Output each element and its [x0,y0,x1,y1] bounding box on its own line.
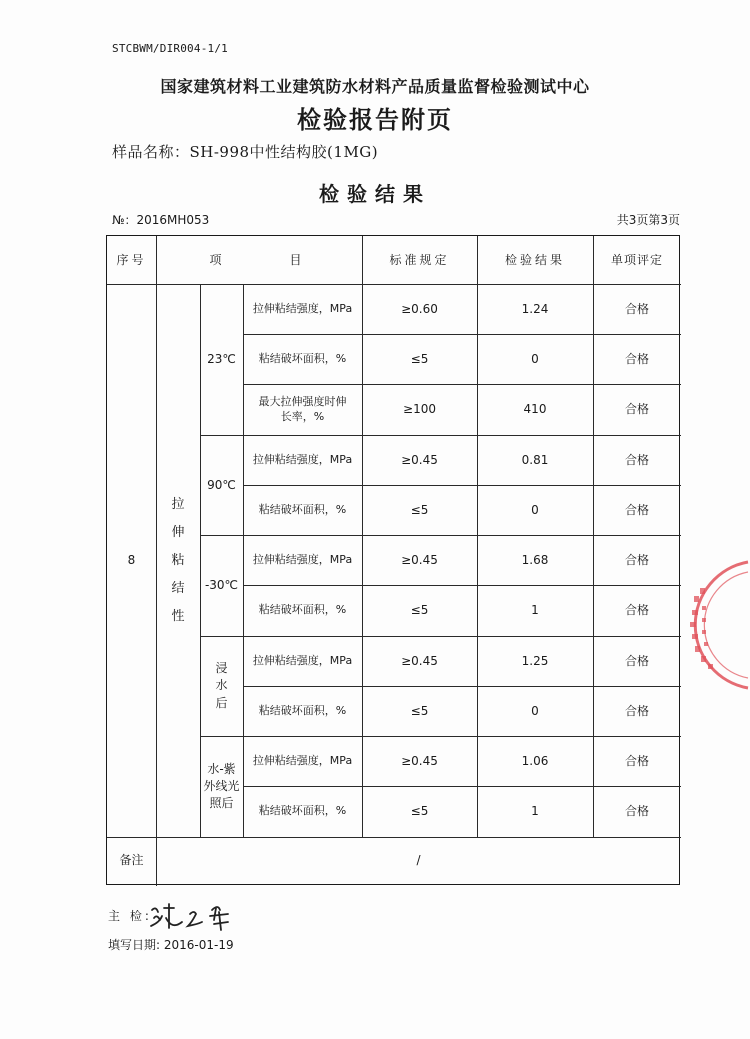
condition-line: 水-紫 [207,762,236,777]
condition-minus30c: -30℃ [204,578,239,593]
remarks-value: / [416,853,421,868]
item-cell: 粘结破坏面积，% [258,804,347,818]
result-cell: 1.25 [521,653,549,668]
signature [148,900,248,936]
item-cell: 拉伸粘结强度，MPa [252,753,353,767]
sample-name: 样品名称：SH-998中性结构胶(1MG) [112,143,379,161]
standard-cell: ≥0.45 [401,753,438,768]
fill-date: 填写日期: 2016-01-19 [108,938,234,952]
result-cell: 1 [531,804,539,819]
judgement-cell: 合格 [624,703,649,718]
group-char: 粘 [171,552,185,568]
judgement-cell: 合格 [624,753,649,768]
standard-cell: ≤5 [410,502,429,517]
report-number: №：2016MH053 [112,213,210,227]
result-title: 检验结果 [319,182,431,206]
judgement-cell: 合格 [624,351,649,366]
result-cell: 0 [531,703,539,718]
condition-line: 后 [215,695,228,710]
header-judgement: 单项评定 [610,252,663,267]
group-label-tensile-bond [156,284,200,837]
item-cell: 粘结破坏面积，% [258,351,347,365]
judgement-cell: 合格 [624,603,649,618]
standard-cell: ≥0.45 [401,552,438,567]
condition-line: 浸 [215,660,228,675]
judgement-cell: 合格 [624,452,649,467]
header-standard: 标准规定 [389,252,450,267]
result-cell: 1.24 [521,301,549,316]
condition-23c: 23℃ [207,352,236,367]
header-item-a: 项 [209,252,225,267]
condition-90c: 90℃ [207,477,236,492]
page-info: 共3页第3页 [616,213,680,227]
item-cell: 拉伸粘结强度，MPa [252,301,353,315]
standard-cell: ≤5 [410,603,429,618]
condition-after-soak [200,636,243,736]
result-cell: 410 [523,402,547,417]
standard-cell: ≤5 [410,351,429,366]
standard-cell: ≤5 [410,703,429,718]
document-code: STCBWM/DIR004-1/1 [112,42,228,55]
judgement-cell: 合格 [624,552,649,567]
result-cell: 1.68 [521,552,549,567]
item-cell: 拉伸粘结强度，MPa [252,452,353,466]
item-line: 最大拉伸强度时伸 [258,394,347,408]
group-char: 伸 [171,524,185,540]
group-char: 结 [171,580,185,596]
item-cell: 粘结破坏面积，% [258,502,347,516]
result-cell: 1 [531,603,539,618]
result-cell: 0 [531,351,539,366]
seq-number: 8 [127,553,136,568]
header-item-b: 目 [289,252,305,267]
partial-seal-stamp [680,560,750,694]
item-cell [243,384,362,435]
group-char: 性 [171,608,185,624]
judgement-cell: 合格 [624,653,649,668]
remarks-label: 备注 [119,853,144,868]
standard-cell: ≥100 [403,402,436,417]
condition-line: 外线光 [203,779,240,794]
header-result: 检验结果 [504,252,565,267]
item-cell: 粘结破坏面积，% [258,703,347,717]
standard-cell: ≥0.45 [401,653,438,668]
group-char: 拉 [171,496,185,512]
report-title: 检验报告附页 [297,106,453,134]
judgement-cell: 合格 [624,502,649,517]
standard-cell: ≥0.45 [401,452,438,467]
results-table [106,235,680,885]
item-cell: 拉伸粘结强度，MPa [252,552,353,566]
standard-cell: ≥0.60 [401,301,438,316]
standard-cell: ≤5 [410,804,429,819]
result-cell: 0 [531,502,539,517]
condition-line: 水 [215,678,228,693]
item-cell: 粘结破坏面积，% [258,603,347,617]
item-line: 长率，% [280,409,325,423]
condition-after-uv [200,736,243,837]
judgement-cell: 合格 [624,402,649,417]
result-cell: 1.06 [521,753,549,768]
result-cell: 0.81 [521,452,549,467]
judgement-cell: 合格 [624,804,649,819]
header-seq: 序号 [116,252,147,267]
chief-inspector-label: 主 检: [108,909,152,923]
organization-name: 国家建筑材料工业建筑防水材料产品质量监督检验测试中心 [160,77,590,96]
item-cell: 拉伸粘结强度，MPa [252,653,353,667]
condition-line: 照后 [209,795,234,810]
judgement-cell: 合格 [624,301,649,316]
